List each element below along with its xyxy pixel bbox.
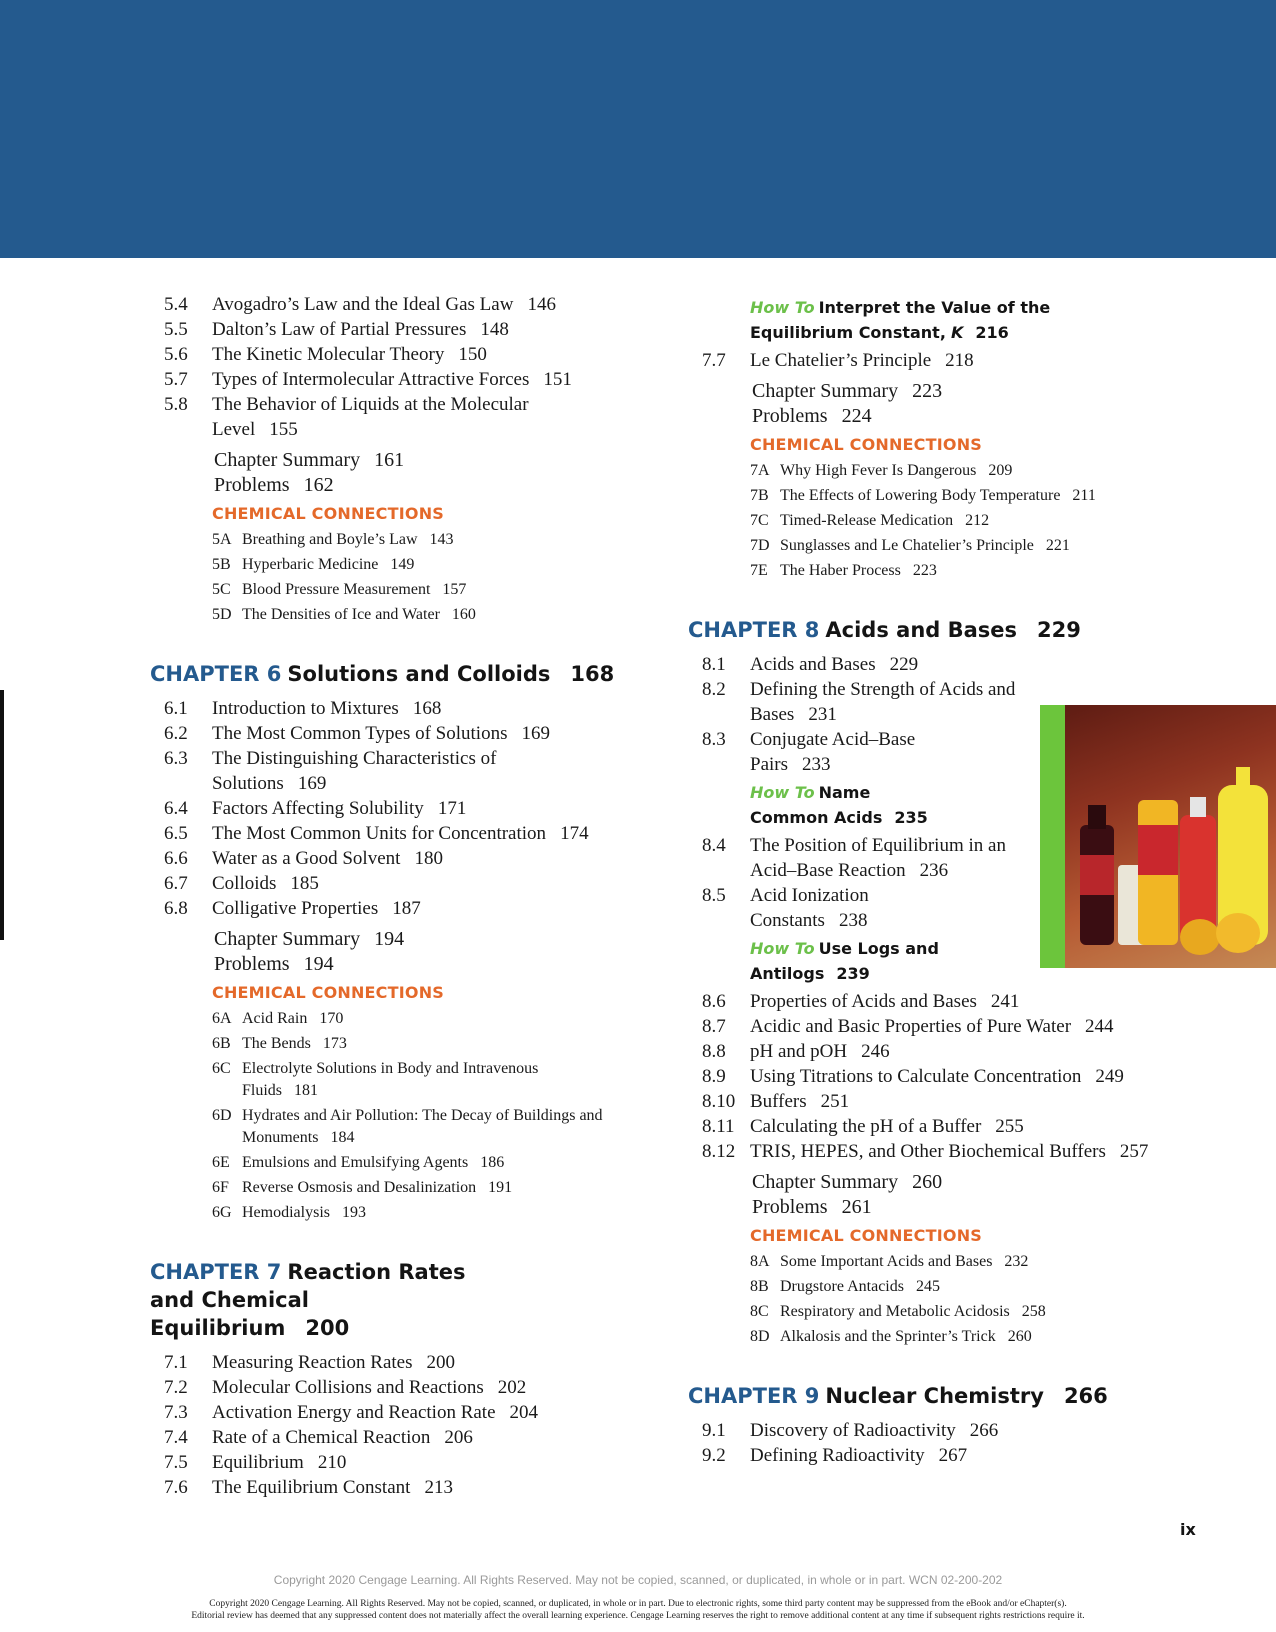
chapter-label: CHAPTER 9 [688, 1384, 820, 1408]
section-item[interactable] [150, 871, 670, 896]
section-page: 233 [802, 754, 831, 775]
section-title: pH and pOH [750, 1041, 848, 1062]
section-title: Using Titrations to Calculate Concentration [750, 1066, 1082, 1087]
connection-page: 260 [1007, 1328, 1032, 1345]
connection-item[interactable] [688, 560, 1248, 582]
connection-page: 191 [488, 1179, 513, 1196]
chapter-7-heading[interactable] [150, 1258, 510, 1342]
how-to-item[interactable] [688, 936, 940, 986]
connection-title: Emulsions and Emulsifying Agents [242, 1154, 469, 1171]
section-item[interactable] [150, 392, 670, 442]
header-band [0, 0, 1276, 258]
problems-page: 162 [303, 474, 334, 496]
connection-id: 7E [750, 562, 768, 579]
connection-title: Breathing and Boyle’s Law [242, 531, 418, 548]
section-item[interactable] [688, 1014, 1248, 1039]
section-title: The Behavior of Liquids at the Molecular Level [212, 394, 529, 440]
problems-page: 224 [841, 405, 872, 427]
connection-title: The Haber Process [780, 562, 901, 579]
problems-label: Problems [752, 1196, 828, 1218]
section-page: 169 [521, 723, 550, 744]
chapter-page: 168 [570, 662, 615, 686]
section-number: 8.7 [702, 1016, 726, 1037]
connection-title: Respiratory and Metabolic Acidosis [780, 1303, 1010, 1320]
section-number: 8.8 [702, 1041, 726, 1062]
connection-page: 160 [451, 606, 476, 623]
connection-title: Sunglasses and Le Chatelier’s Principle [780, 537, 1034, 554]
section-page: 249 [1095, 1066, 1124, 1087]
connection-page: 258 [1021, 1303, 1046, 1320]
summary-label: Chapter Summary [214, 928, 361, 950]
page-number: ix [1180, 1520, 1196, 1539]
section-item[interactable] [150, 846, 670, 871]
section-page: 169 [297, 773, 327, 794]
connection-item[interactable] [150, 1177, 670, 1199]
section-page: 218 [945, 350, 974, 371]
connection-item[interactable] [688, 1301, 1248, 1323]
section-number: 5.5 [164, 319, 188, 340]
connection-title: Hyperbaric Medicine [242, 556, 379, 573]
how-to-title: Name Common Acids [750, 783, 883, 827]
section-page: 200 [426, 1352, 456, 1373]
chapter-page: 266 [1063, 1384, 1108, 1408]
section-number: 7.5 [164, 1452, 188, 1473]
section-number: 8.11 [702, 1116, 735, 1137]
chapter-summary-link[interactable] [688, 1170, 1248, 1195]
connection-title: Hemodialysis [242, 1204, 330, 1221]
section-item[interactable] [688, 1418, 1248, 1443]
copyright-line: Copyright 2020 Cengage Learning. All Rights Reserved. May not be copied, scanned, or duplicated, in whole or in part. Due to electronic rights, some third party content may be suppressed from the eBook and/or eChapter(s). [209, 1599, 1067, 1609]
section-title: Conjugate Acid–Base Pairs [750, 729, 916, 775]
section-number: 8.3 [702, 729, 726, 750]
connection-item[interactable] [150, 1105, 670, 1149]
connection-title: Acid Rain [242, 1010, 308, 1027]
section-number: 5.7 [164, 369, 188, 390]
section-number: 6.3 [164, 748, 188, 769]
connection-page: 193 [342, 1204, 366, 1221]
section-number: 7.1 [164, 1352, 188, 1373]
problems-link[interactable] [688, 404, 1248, 429]
connection-id: 7D [750, 537, 770, 554]
how-to-title: Use Logs and Antilogs [750, 939, 939, 983]
section-title: TRIS, HEPES, and Other Biochemical Buffers [750, 1141, 1106, 1162]
section-title: Defining Radioactivity [750, 1445, 925, 1466]
section-page: 213 [424, 1477, 453, 1498]
how-to-item[interactable] [688, 780, 950, 830]
chapter-6-heading[interactable] [150, 660, 670, 688]
section-page: 246 [861, 1041, 890, 1062]
section-page: 185 [290, 873, 319, 894]
connection-item[interactable] [688, 510, 1248, 532]
summary-page: 260 [912, 1171, 943, 1193]
connection-id: 7B [750, 487, 769, 504]
section-page: 236 [919, 860, 949, 881]
chapter-summary-link[interactable] [688, 379, 1248, 404]
problems-page: 194 [303, 953, 334, 975]
section-page: 148 [480, 319, 509, 340]
section-item[interactable] [150, 1350, 670, 1375]
section-page: 257 [1119, 1141, 1149, 1162]
connection-title: Some Important Acids and Bases [780, 1253, 993, 1270]
connection-title: Electrolyte Solutions in Body and Intravenous Fluids [242, 1060, 539, 1099]
section-number: 6.1 [164, 698, 188, 719]
connection-page: 232 [1004, 1253, 1029, 1270]
connection-title: Blood Pressure Measurement [242, 581, 431, 598]
section-number: 8.10 [702, 1091, 736, 1112]
how-to-prefix: How To [750, 939, 815, 958]
section-item[interactable] [688, 1114, 1248, 1139]
connection-page: 245 [915, 1278, 940, 1295]
connection-id: 8B [750, 1278, 769, 1295]
section-title: Acidic and Basic Properties of Pure Water [750, 1016, 1072, 1037]
section-page: 202 [497, 1377, 527, 1398]
connection-item[interactable] [688, 460, 1248, 482]
section-item[interactable] [688, 1039, 1248, 1064]
connection-page: 223 [912, 562, 937, 579]
section-title: Acid Ionization Constants [750, 885, 869, 931]
ch5-section-list [150, 292, 670, 442]
section-number: 6.8 [164, 898, 188, 919]
connection-page: 212 [965, 512, 990, 529]
section-page: 266 [969, 1420, 999, 1441]
section-item[interactable] [150, 1450, 670, 1475]
section-title: Measuring Reaction Rates [212, 1352, 413, 1373]
problems-label: Problems [214, 953, 290, 975]
section-title: Molecular Collisions and Reactions [212, 1377, 484, 1398]
connection-id: 5C [212, 581, 231, 598]
section-item[interactable] [150, 317, 670, 342]
section-page: 204 [509, 1402, 539, 1423]
connection-title: The Effects of Lowering Body Temperature [780, 487, 1061, 504]
copyright-watermark: Copyright 2020 Cengage Learning. All Rights Reserved. May not be copied, scanned, or duplicated, in whole or in part. WCN 02-200-202 [273, 1573, 1003, 1587]
section-number: 5.8 [164, 394, 188, 415]
connection-page: 221 [1045, 537, 1070, 554]
section-number: 8.5 [702, 885, 726, 906]
section-title: Defining the Strength of Acids and Bases [750, 679, 1016, 725]
copyright-line: Editorial review has deemed that any suppressed content does not materially affect the overall learning experience. Cengage Learning reserves the right to remove additional content at any time if subsequent rights restrictions require it. [191, 1611, 1085, 1621]
section-number: 7.6 [164, 1477, 188, 1498]
section-title: Avogadro’s Law and the Ideal Gas Law [212, 294, 514, 315]
chapter-page: 229 [1037, 618, 1081, 642]
chapter-9-heading[interactable] [688, 1382, 1248, 1410]
problems-page: 261 [841, 1196, 872, 1218]
connection-id: 7C [750, 512, 769, 529]
connection-item[interactable] [688, 535, 1248, 557]
connection-title: Why High Fever Is Dangerous [780, 462, 977, 479]
chapter-title: Nuclear Chemistry [825, 1384, 1044, 1408]
problems-label: Problems [214, 474, 290, 496]
section-number: 6.4 [164, 798, 188, 819]
problems-link[interactable] [150, 473, 670, 498]
section-title: Water as a Good Solvent [212, 848, 401, 869]
section-number: 7.4 [164, 1427, 188, 1448]
connection-page: 149 [390, 556, 415, 573]
section-title: Properties of Acids and Bases [750, 991, 977, 1012]
chapter-label: CHAPTER 7 [150, 1260, 282, 1284]
section-item[interactable] [150, 746, 670, 796]
connection-item[interactable] [150, 1152, 670, 1174]
section-page: 251 [820, 1091, 850, 1112]
section-number: 5.4 [164, 294, 188, 315]
connection-item[interactable] [150, 604, 670, 626]
section-page: 150 [458, 344, 487, 365]
how-to-page: 235 [894, 808, 928, 827]
section-title: Dalton’s Law of Partial Pressures [212, 319, 467, 340]
section-item[interactable] [150, 696, 670, 721]
chapter-page: 200 [305, 1316, 350, 1340]
chapter-label: CHAPTER 6 [150, 662, 282, 686]
chapter-summary-link[interactable] [150, 927, 670, 952]
product-bottles-illustration [1040, 705, 1276, 968]
section-item[interactable] [688, 652, 1248, 677]
connection-title: Alkalosis and the Sprinter’s Trick [780, 1328, 996, 1345]
connection-item[interactable] [688, 485, 1248, 507]
connection-id: 6F [212, 1179, 229, 1196]
section-item[interactable] [150, 721, 670, 746]
problems-link[interactable] [688, 1195, 1248, 1220]
summary-page: 223 [912, 380, 943, 402]
section-item[interactable] [688, 1139, 1248, 1164]
section-number: 9.1 [702, 1420, 726, 1441]
connection-id: 6B [212, 1035, 231, 1052]
summary-page: 194 [374, 928, 405, 950]
how-to-page: 239 [836, 964, 870, 983]
connection-title: The Densities of Ice and Water [242, 606, 440, 623]
section-item[interactable] [688, 989, 1248, 1014]
chemical-connections-heading: CHEMICAL CONNECTIONS [750, 1226, 983, 1245]
chapter-title: Reaction Rates and Chemical Equilibrium [150, 1260, 466, 1340]
section-title: Discovery of Radioactivity [750, 1420, 956, 1441]
section-title: Activation Energy and Reaction Rate [212, 1402, 496, 1423]
connection-item[interactable] [150, 1008, 670, 1030]
connection-page: 186 [480, 1154, 505, 1171]
connection-item[interactable] [688, 1326, 1248, 1348]
section-page: 206 [444, 1427, 473, 1448]
connection-item[interactable] [150, 529, 670, 551]
section-title: The Position of Equilibrium in an Acid–Base Reaction [750, 835, 1006, 881]
section-item[interactable] [150, 342, 670, 367]
section-page: 151 [543, 369, 572, 390]
connection-item[interactable] [150, 554, 670, 576]
connection-title: Reverse Osmosis and Desalinization [242, 1179, 477, 1196]
connection-id: 6E [212, 1154, 230, 1171]
how-to-symbol: K [951, 323, 964, 342]
toc-left-column [150, 292, 670, 1500]
household-products-photo [1040, 705, 1276, 968]
section-page: 238 [838, 910, 868, 931]
section-number: 6.6 [164, 848, 188, 869]
section-page: 168 [412, 698, 442, 719]
section-page: 210 [317, 1452, 347, 1473]
connection-id: 8A [750, 1253, 770, 1270]
how-to-page: 216 [975, 323, 1009, 342]
how-to-prefix: How To [750, 783, 815, 802]
chemical-connections-heading: CHEMICAL CONNECTIONS [750, 435, 983, 454]
connection-page: 170 [319, 1010, 344, 1027]
connection-page: 211 [1072, 487, 1096, 504]
summary-page: 161 [374, 449, 405, 471]
summary-label: Chapter Summary [214, 449, 361, 471]
chapter-title: Acids and Bases [825, 618, 1018, 642]
section-number: 8.9 [702, 1066, 726, 1087]
section-title: Equilibrium [212, 1452, 304, 1473]
chapter-label: CHAPTER 8 [688, 618, 820, 642]
section-number: 8.6 [702, 991, 726, 1012]
connection-item[interactable] [150, 1058, 670, 1102]
connection-item[interactable] [150, 1033, 670, 1055]
how-to-title: Interpret the Value of the Equilibrium Constant, [750, 298, 1051, 342]
connection-page: 143 [429, 531, 454, 548]
copyright-notice [0, 1598, 1276, 1622]
connection-title: The Bends [242, 1035, 311, 1052]
section-page: 244 [1085, 1016, 1114, 1037]
chapter-8-heading[interactable] [688, 616, 1248, 644]
connection-id: 6G [212, 1204, 232, 1221]
section-item[interactable] [688, 1089, 1248, 1114]
problems-label: Problems [752, 405, 828, 427]
connection-title: Drugstore Antacids [780, 1278, 904, 1295]
section-page: 229 [889, 654, 919, 675]
connection-id: 5A [212, 531, 232, 548]
section-number: 8.1 [702, 654, 726, 675]
summary-label: Chapter Summary [752, 380, 899, 402]
connection-id: 6D [212, 1107, 232, 1124]
section-title: Calculating the pH of a Buffer [750, 1116, 982, 1137]
connection-id: 6A [212, 1010, 232, 1027]
section-page: 180 [414, 848, 443, 869]
section-item[interactable] [150, 1475, 670, 1500]
section-item[interactable] [150, 292, 670, 317]
section-title: Types of Intermolecular Attractive Forces [212, 369, 530, 390]
section-item[interactable] [150, 367, 670, 392]
section-item[interactable] [150, 1375, 670, 1400]
connection-id: 7A [750, 462, 770, 479]
section-page: 174 [560, 823, 589, 844]
section-number: 9.2 [702, 1445, 726, 1466]
connection-item[interactable] [688, 1276, 1248, 1298]
section-title: Colligative Properties [212, 898, 379, 919]
section-title: Introduction to Mixtures [212, 698, 399, 719]
section-title: Factors Affecting Solubility [212, 798, 424, 819]
section-item[interactable] [150, 1425, 670, 1450]
section-title: Le Chatelier’s Principle [750, 350, 932, 371]
section-item[interactable] [150, 1400, 670, 1425]
how-to-prefix: How To [750, 298, 815, 317]
section-title: The Distinguishing Characteristics of Solutions [212, 748, 497, 794]
section-title: The Most Common Units for Concentration [212, 823, 547, 844]
connection-page: 209 [988, 462, 1013, 479]
connection-id: 8D [750, 1328, 770, 1345]
section-number: 7.2 [164, 1377, 188, 1398]
section-title: Colloids [212, 873, 277, 894]
connection-id: 8C [750, 1303, 769, 1320]
section-page: 171 [437, 798, 467, 819]
section-number: 6.5 [164, 823, 188, 844]
section-number: 6.7 [164, 873, 188, 894]
section-page: 255 [995, 1116, 1024, 1137]
section-page: 187 [392, 898, 421, 919]
connection-item[interactable] [150, 579, 670, 601]
section-number: 6.2 [164, 723, 188, 744]
section-item[interactable] [150, 821, 670, 846]
section-title: The Equilibrium Constant [212, 1477, 411, 1498]
edge-bar [0, 690, 4, 940]
section-page: 231 [808, 704, 837, 725]
connection-id: 5D [212, 606, 232, 623]
connection-item[interactable] [688, 1251, 1248, 1273]
section-title: Buffers [750, 1091, 807, 1112]
section-number: 5.6 [164, 344, 188, 365]
connection-page: 157 [442, 581, 467, 598]
section-title: The Kinetic Molecular Theory [212, 344, 445, 365]
section-item[interactable] [688, 1064, 1248, 1089]
section-item[interactable] [688, 1443, 1248, 1468]
summary-label: Chapter Summary [752, 1171, 899, 1193]
connection-item[interactable] [150, 1202, 670, 1224]
connection-id: 6C [212, 1060, 231, 1077]
section-item[interactable] [688, 348, 1248, 373]
connection-page: 184 [330, 1129, 355, 1146]
connection-title: Hydrates and Air Pollution: The Decay of Buildings and Monuments [242, 1107, 603, 1146]
chemical-connections-heading: CHEMICAL CONNECTIONS [212, 504, 445, 523]
section-number: 7.7 [702, 350, 726, 371]
section-number: 8.2 [702, 679, 726, 700]
section-item[interactable] [150, 796, 670, 821]
section-page: 267 [938, 1445, 968, 1466]
how-to-item[interactable] [688, 295, 1130, 345]
connection-title: Timed-Release Medication [780, 512, 954, 529]
section-page: 241 [990, 991, 1020, 1012]
section-number: 7.3 [164, 1402, 188, 1423]
photo-accent-bar [1040, 705, 1065, 968]
section-number: 8.4 [702, 835, 726, 856]
problems-link[interactable] [150, 952, 670, 977]
chemical-connections-heading: CHEMICAL CONNECTIONS [212, 983, 445, 1002]
chapter-title: Solutions and Colloids [287, 662, 551, 686]
section-page: 155 [269, 419, 298, 440]
connection-page: 173 [322, 1035, 347, 1052]
connection-page: 181 [294, 1082, 319, 1099]
chapter-summary-link[interactable] [150, 448, 670, 473]
section-page: 146 [527, 294, 556, 315]
section-title: The Most Common Types of Solutions [212, 723, 508, 744]
section-title: Rate of a Chemical Reaction [212, 1427, 431, 1448]
section-item[interactable] [150, 896, 670, 921]
section-number: 8.12 [702, 1141, 736, 1162]
connection-id: 5B [212, 556, 231, 573]
section-title: Acids and Bases [750, 654, 876, 675]
